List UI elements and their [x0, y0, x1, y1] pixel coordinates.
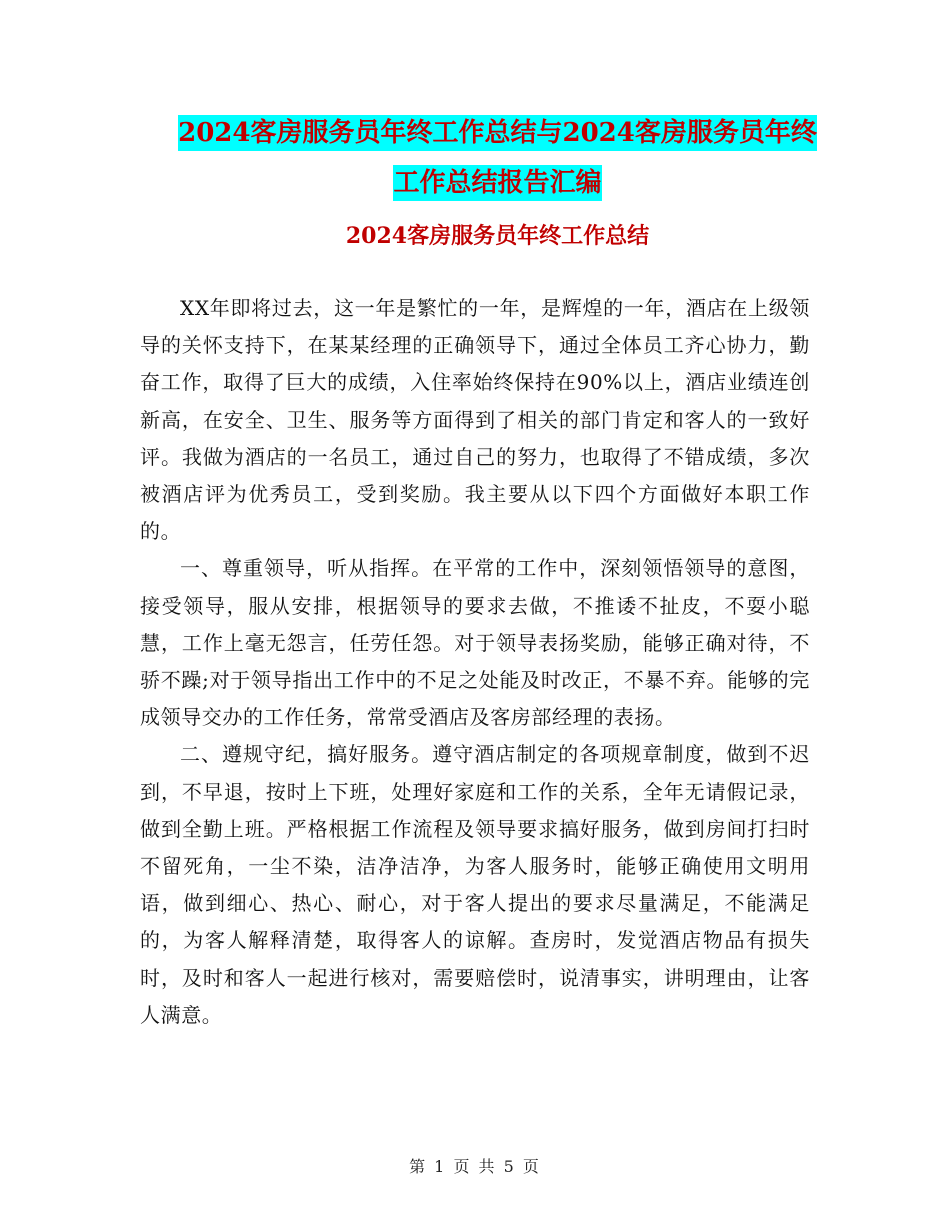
document-body: [140, 290, 810, 1034]
page-number-footer: 第 1 页 共 5 页: [409, 1157, 541, 1176]
title-line-2: 工作总结报告汇编: [393, 165, 601, 201]
paragraph-point-1: 一、尊重领导，听从指挥。在平常的工作中，深刻领悟领导的意图，接受领导，服从安排，根据领导的要求去做，不推诿不扯皮，不耍小聪慧，工作上毫无怨言，任劳任怨。对于领导表扬奖励，能够正确对待，不骄不躁;对于领导指出工作中的不足之处能及时改正，不暴不弃。能够的完成领导交办的工作任务，常常受酒店及客房部经理的表扬。: [140, 556, 810, 730]
paragraph-intro: XX年即将过去，这一年是繁忙的一年，是辉煌的一年，酒店在上级领导的关怀支持下，在某某经理的正确领导下，通过全体员工齐心协力，勤奋工作，取得了巨大的成绩，入住率始终保持在90%以上，酒店业绩连创新高，在安全、卫生、服务等方面得到了相关的部门肯定和客人的一致好评。我做为酒店的一名员工，通过自己的努力，也取得了不错成绩，多次被酒店评为优秀员工，受到奖励。我主要从以下四个方面做好本职工作的。: [140, 296, 810, 544]
section-title: 2024客房服务员年终工作总结: [345, 223, 650, 249]
document-title: [140, 108, 855, 208]
title-line-1: 2024客房服务员年终工作总结与2024客房服务员年终: [178, 115, 817, 151]
paragraph-point-2: 二、遵规守纪，搞好服务。遵守酒店制定的各项规章制度，做到不迟到，不早退，按时上下班，处理好家庭和工作的关系，全年无请假记录，做到全勤上班。严格根据工作流程及领导要求搞好服务，做到房间打扫时不留死角，一尘不染，洁净洁净，为客人服务时，能够正确使用文明用语，做到细心、热心、耐心，对于客人提出的要求尽量满足，不能满足的，为客人解释清楚，取得客人的谅解。查房时，发觉酒店物品有损失时，及时和客人一起进行核对，需要赔偿时，说清事实，讲明理由，让客人满意。: [140, 742, 810, 1027]
